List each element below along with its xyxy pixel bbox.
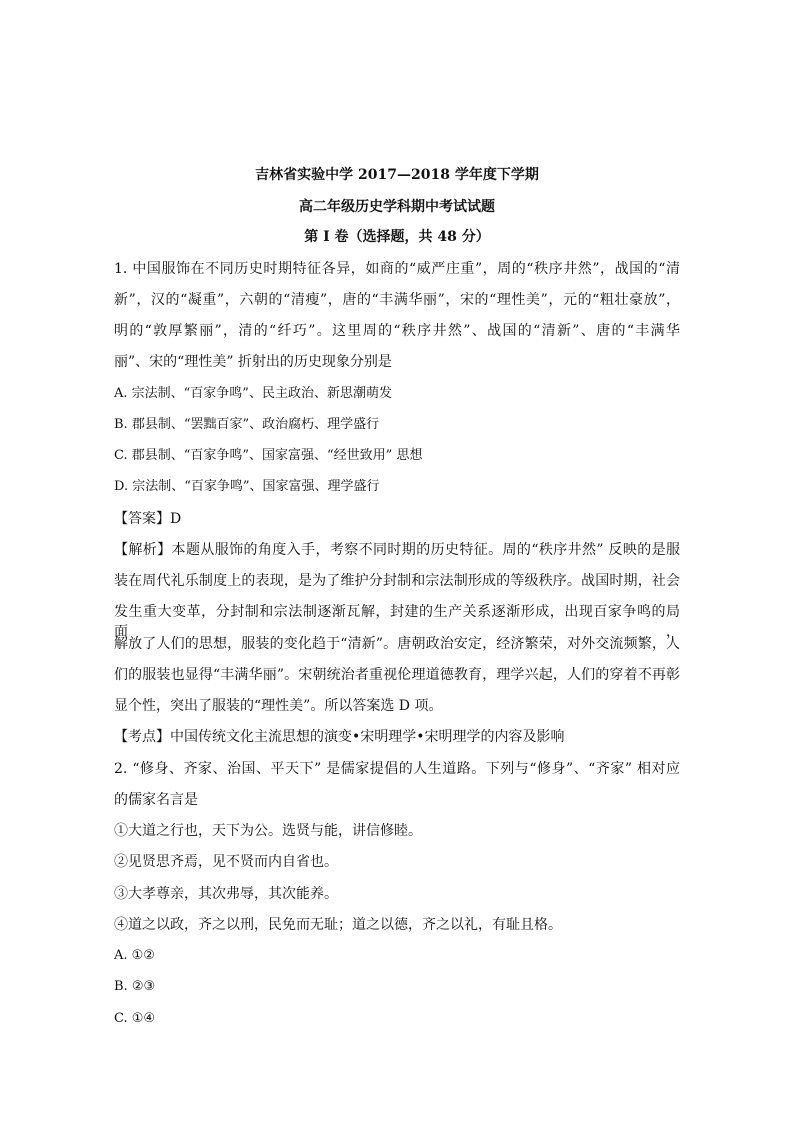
question-1-option-b: B. 郡县制、“罢黜百家”、政治腐朽、理学盛行 — [114, 417, 380, 432]
question-2-item-3: ③大孝尊亲，其次弗辱，其次能养。 — [114, 886, 338, 902]
question-1-analysis-line-3: 发生重大变革，分封制和宗法制逐渐瓦解，封建的生产关系逐渐形成，出现百家争鸣的局面， — [114, 604, 680, 640]
exam-title: 高二年级历史学科期中考试试题 — [299, 199, 495, 215]
question-2-item-2: ②见贤思齐焉，见不贤而内自省也。 — [114, 854, 338, 870]
section-title: 第 I 卷（选择题，共 48 分） — [304, 229, 490, 245]
question-2-option-c: C. ①④ — [114, 1011, 156, 1026]
question-1-line-2: 新”，汉的“凝重”，六朝的“清瘦”，唐的“丰满华丽”，宋的“理性美”，元的“粗壮豪放”， — [114, 292, 680, 308]
question-2-item-1: ①大道之行也，天下为公。选贤与能，讲信修睦。 — [114, 823, 422, 839]
question-1-answer: 【答案】D — [114, 511, 182, 527]
school-term-title: 吉林省实验中学 2017—2018 学年度下学期 — [255, 167, 539, 183]
question-2-line-2: 的儒家名言是 — [114, 792, 198, 808]
question-2-option-b: B. ②③ — [114, 979, 156, 994]
question-1-analysis-line-6: 显个性，突出了服装的“理性美”。所以答案选 D 项。 — [114, 698, 443, 714]
question-1-analysis-line-5: 们的服装也显得“丰满华丽”。宋朝统治者重视伦理道德教育，理学兴起，人们的穿着不再彰 — [114, 667, 680, 683]
question-1-option-a: A. 宗法制、“百家争鸣”、民主政治、新思潮萌发 — [114, 386, 392, 401]
question-2-line-1: 2. “修身、齐家、治国、平天下” 是儒家提倡的人生道路。下列与“修身”、“齐家” 相对应 — [114, 761, 680, 777]
question-1-line-4: 丽”、宋的“理性美” 折射出的历史现象分别是 — [114, 354, 392, 370]
question-1-analysis-line-2: 装在周代礼乐制度上的表现，是为了维护分封制和宗法制形成的等级秩序。战国时期，社会 — [114, 573, 680, 589]
question-1-option-c: C. 郡县制、“百家争鸣”、国家富强、“经世致用” 思想 — [114, 448, 423, 463]
question-2-option-a: A. ①② — [114, 948, 155, 963]
question-1-analysis-line-1: 【解析】本题从服饰的角度入手，考察不同时期的历史特征。周的“秩序井然” 反映的是服 — [114, 542, 680, 558]
question-2-item-4: ④道之以政，齐之以刑，民免而无耻；道之以德，齐之以礼，有耻且格。 — [114, 917, 562, 933]
question-1-option-d: D. 宗法制、“百家争鸣”、国家富强、理学盛行 — [114, 479, 380, 494]
question-1-point: 【考点】中国传统文化主流思想的演变•宋明理学•宋明理学的内容及影响 — [114, 729, 565, 745]
question-1-line-1: 1. 中国服饰在不同历史时期特征各异，如商的“威严庄重”，周的“秩序井然”，战国的“清 — [114, 261, 680, 277]
question-1-line-3: 明的“敦厚繁丽”，清的“纤巧”。这里周的“秩序井然”、战国的“清新”、唐的“丰满华 — [114, 323, 680, 339]
question-1-analysis-line-4: 解放了人们的思想，服装的变化趋于“清新”。唐朝政治安定，经济繁荣，对外交流频繁，人 — [114, 636, 680, 652]
